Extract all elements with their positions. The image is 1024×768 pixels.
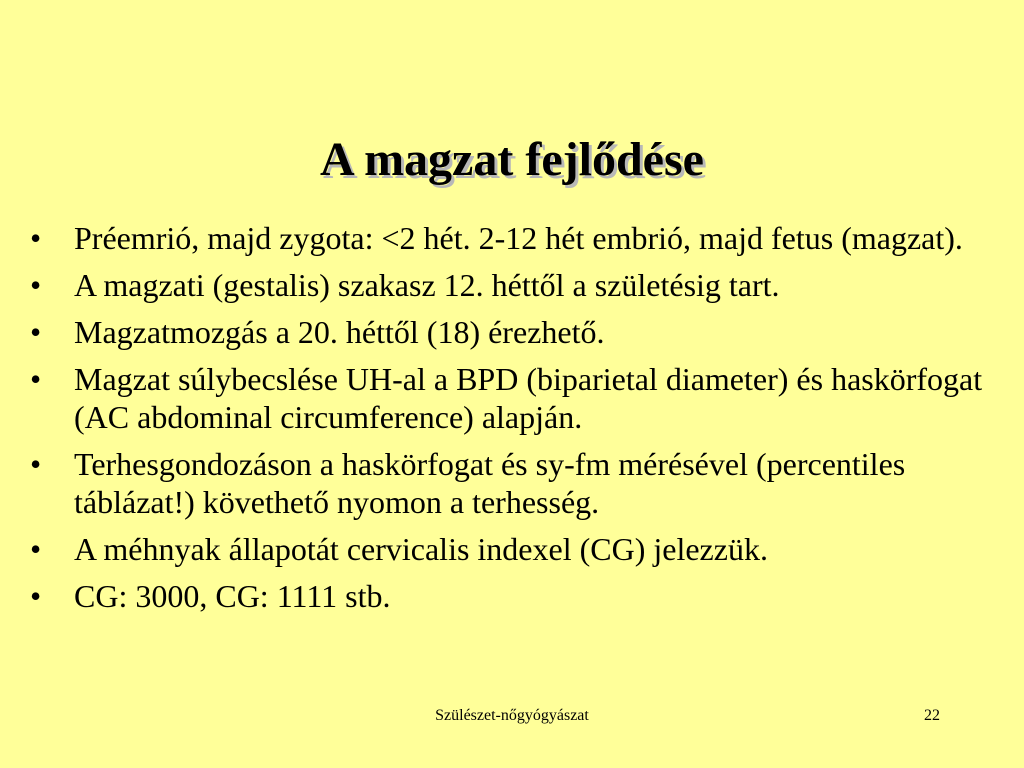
bullet-icon: • [30,267,42,303]
bullet-icon: • [30,578,42,614]
bullet-item [30,577,1020,615]
bullet-icon: • [30,531,42,567]
bullet-item [30,313,1020,351]
bullet-text: Terhesgondozáson a haskörfogat és sy-fm mérésével (percentiles táblázat!) követhető nyomon a terhesség. [74,446,906,520]
bullet-item [30,530,1020,568]
bullet-item [30,445,1020,521]
bullet-item [30,219,1020,257]
bullet-text: Préemrió, majd zygota: <2 hét. 2-12 hét embrió, majd fetus (magzat). [74,220,963,256]
page-number: 22 [924,707,940,724]
bullet-icon: • [30,446,42,482]
bullet-text: CG: 3000, CG: 1111 stb. [74,578,391,614]
bullet-icon: • [30,220,42,256]
bullet-icon: • [30,361,42,397]
bullet-text: A méhnyak állapotát cervicalis indexel (CG) jelezzük. [74,531,768,567]
footer-text: Szülészet-nőgyógyászat [435,707,589,724]
bullet-text: A magzati (gestalis) szakasz 12. héttől a születésig tart. [74,267,780,303]
slide-title: A magzat fejlődése [320,133,704,186]
bullet-item [30,266,1020,304]
bullet-item [30,360,1020,436]
bullet-text: Magzat súlybecslése UH-al a BPD (biparietal diameter) és haskörfogat (AC abdominal circumference) alapján. [74,361,983,435]
bullet-icon: • [30,314,42,350]
bullet-text: Magzatmozgás a 20. héttől (18) érezhető. [74,314,605,350]
bullet-list [30,219,1020,624]
